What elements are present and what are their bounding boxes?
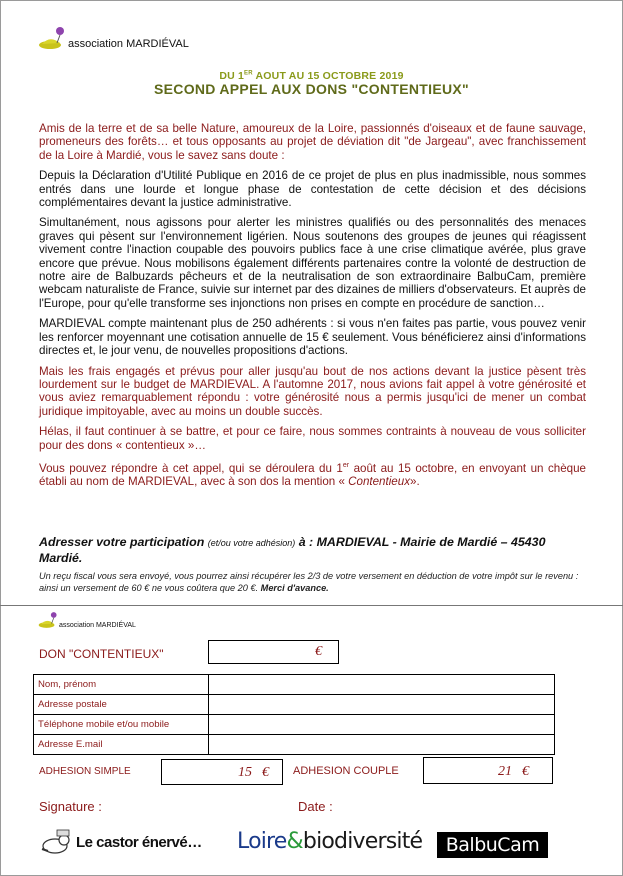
- paragraph-actions: Simultanément, nous agissons pour alerter les ministres qualifiés ou des personnalités des menaces graves qui pèsent sur l'environnement ligérien. Nous soutenons des groupes de jeunes qui réagissent vivement contre l'inaction coupable des pouvoirs publics face à une crise climatique avérée, plus grave encore que prévue. Nous mobilisons également différents partenaires contre la volonté de destruction de notre aire de Balbuzards pêcheurs et de la neutralisation de son extraordinaire BalbuCam, première webcam naturaliste de France, suivie sur internet par des dizaines de milliers d'observateurs. Et auprès de l'Europe, pour qu'elle transforme ses injonctions non prises en compte en procédure de sanction…: [39, 216, 586, 310]
- address-note: (et/ou votre adhésion): [207, 538, 296, 548]
- paragraph-how: [39, 459, 586, 489]
- signature-label: Signature :: [39, 799, 102, 814]
- euro-sign: €: [522, 764, 529, 779]
- how-text-b: août au 15 octobre, en envoyant un chèque établi au nom de MARDIEVAL, avec à son dos la mention «: [39, 461, 586, 489]
- paragraph-costs: Mais les frais engagés et prévus pour aller jusqu'au bout de nos actions devant la justice pèsent très lourdement sur le budget de MARDIEVAL. A l'automne 2017, nous avions fait appel à votre générosité et vous aviez remarquablement répondu : votre générosité nous a permis jusqu'ici de mener un combat juridique impitoyable, avec au moins un double succès.: [39, 364, 586, 418]
- how-text-a: Vous pouvez répondre à cet appel, qui se déroulera du 1: [39, 461, 343, 475]
- paragraph-dup: Depuis la Déclaration d'Utilité Publique en 2016 de ce projet de plus en plus inadmissible, nous sommes entrés dans une lourde et longue phase de contestation de cette décision et des décisions complémentaires devant la justice administrative.: [39, 169, 586, 210]
- field-row: [34, 675, 555, 695]
- bird-flower-icon: [38, 26, 66, 50]
- bird-flower-icon: [38, 611, 58, 629]
- how-sup: er: [342, 461, 350, 469]
- adhesion-simple-label: ADHESION SIMPLE: [39, 766, 131, 777]
- address-input[interactable]: [209, 695, 555, 715]
- date-sup: ER: [244, 70, 253, 77]
- field-row: [34, 735, 555, 755]
- adhesion-couple-checkbox[interactable]: [423, 757, 553, 784]
- adhesion-simple-value: 15: [238, 765, 252, 780]
- adhesion-couple-value: 21: [498, 764, 512, 779]
- field-label: Adresse postale: [34, 695, 209, 715]
- field-label: Nom, prénom: [34, 675, 209, 695]
- paragraph-continue: Hélas, il faut continuer à se battre, et pour ce faire, nous sommes contraints à nouveau de vous solliciter pour des dons « contentieux »…: [39, 425, 586, 452]
- loire-biodiversite-logo: [237, 829, 422, 854]
- contact-fields: [33, 674, 555, 755]
- ampersand: &: [286, 829, 303, 854]
- biodiversite-text: biodiversité: [302, 829, 423, 854]
- castor-logo: [40, 829, 202, 855]
- loire-text: Loire: [237, 829, 287, 854]
- adhesion-simple-checkbox[interactable]: [161, 759, 283, 785]
- how-mention: Contentieux: [348, 475, 410, 489]
- euro-sign: €: [262, 765, 269, 780]
- field-row: [34, 715, 555, 735]
- address-line: [39, 535, 586, 566]
- address-rest: à : MARDIEVAL - Mairie de Mardié – 45430 Mardié.: [39, 535, 546, 565]
- date-label: Date :: [298, 799, 333, 814]
- balbucam-logo: BalbuCam: [437, 832, 548, 858]
- don-label: DON "CONTENTIEUX": [39, 647, 164, 661]
- mardieval-logo: [38, 26, 189, 50]
- cut-line: [0, 605, 623, 606]
- phone-input[interactable]: [209, 715, 555, 735]
- field-label: Téléphone mobile et/ou mobile: [34, 715, 209, 735]
- logo-text: association MARDIÉVAL: [68, 38, 189, 50]
- date-prefix: DU 1: [219, 70, 245, 82]
- letter-body: [39, 122, 586, 496]
- form-logo-text: association MARDIÉVAL: [59, 622, 136, 629]
- receipt-note: [39, 570, 586, 594]
- name-input[interactable]: [209, 675, 555, 695]
- field-row: [34, 695, 555, 715]
- email-input[interactable]: [209, 735, 555, 755]
- beaver-icon: [40, 829, 72, 855]
- how-text-c: ».: [410, 475, 420, 489]
- adhesion-couple-label: ADHESION COUPLE: [293, 765, 399, 777]
- don-amount-field[interactable]: [208, 640, 339, 664]
- paragraph-members: MARDIEVAL compte maintenant plus de 250 adhérents : si vous n'en faites pas partie, vous pouvez venir les renforcer moyennant une cotisation annuelle de 15 € seulement. Vous bénéficierez ainsi d'informations directes et, le jour venu, de nouvelles propositions d'actions.: [39, 317, 586, 358]
- page-title: SECOND APPEL AUX DONS "CONTENTIEUX": [154, 81, 469, 97]
- address-lead: Adresser votre participation: [39, 535, 208, 549]
- field-label: Adresse E.mail: [34, 735, 209, 755]
- receipt-thanks: Merci d'avance.: [260, 583, 329, 593]
- form-logo: [38, 611, 136, 629]
- date-suffix: AOUT AU 15 OCTOBRE 2019: [252, 70, 404, 82]
- paragraph-intro: Amis de la terre et de sa belle Nature, amoureux de la Loire, passionnés d'oiseaux et de faune sauvage, promeneurs des forêts… et tous opposants au projet de déviation dit "de Jargeau", avec franchissement de la Loire à Mardié, vous le savez sans doute :: [39, 122, 586, 162]
- receipt-text: Un reçu fiscal vous sera envoyé, vous pourrez ainsi récupérer les 2/3 de votre versement en déduction de votre impôt sur le revenu : ainsi un versement de 60 € ne vous coûtera que 20 €.: [39, 571, 579, 593]
- euro-sign: €: [315, 644, 322, 659]
- castor-text: Le castor énervé…: [76, 833, 202, 851]
